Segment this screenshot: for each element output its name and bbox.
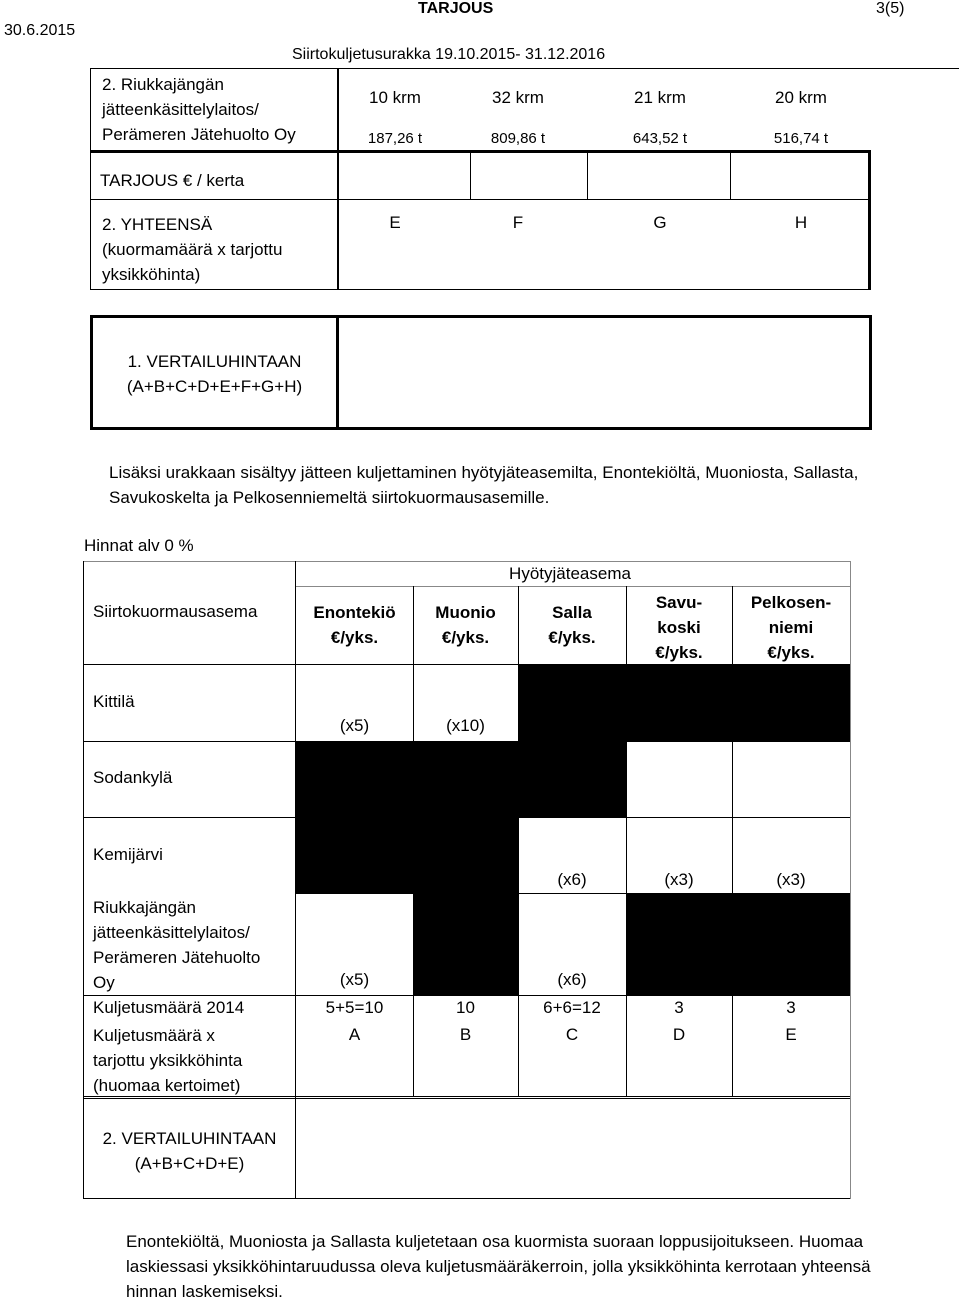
transport-count-value: 10 (456, 998, 475, 1017)
offer-per-trip-label: TARJOUS € / kerta (100, 171, 245, 190)
letter-h: H (794, 213, 808, 232)
multiplier: (x10) (446, 716, 485, 735)
tonnage-3: 643,52 t (632, 130, 688, 147)
first-column-header: Siirtokuormausasema (93, 602, 258, 621)
distance-3: 21 krm (634, 88, 686, 107)
row-label-kemijarvi: Kemijärvi (93, 845, 163, 864)
document-title: TARJOUS (418, 0, 494, 17)
tonnage-1: 187,26 t (367, 130, 423, 147)
multiplier: (x3) (664, 870, 694, 889)
row-label-kittila: Kittilä (93, 692, 135, 711)
tonnage-4: 516,74 t (773, 130, 829, 147)
row-label-sodankyla: Sodankylä (93, 768, 173, 787)
transport-count-label: Kuljetusmäärä 2014 (93, 998, 245, 1017)
letter-g: G (653, 213, 667, 232)
comparison-1-formula: (A+B+C+D+E+F+G+H) (126, 377, 303, 396)
contract-period: Siirtokuljetusurakka 19.10.2015- 31.12.2016 (292, 46, 606, 63)
col-header-pelkosenniemi: Pelkosen- niemi €/yks. (750, 593, 832, 662)
distance-1: 10 krm (369, 88, 421, 107)
comparison-2-formula: (A+B+C+D+E) (134, 1154, 245, 1173)
transport-count-value: 3 (786, 998, 796, 1017)
letter-e: E (785, 1025, 797, 1044)
col-header-enontekio: Enontekiö €/yks. (313, 603, 396, 647)
letter-f: F (512, 213, 524, 232)
letter-a: A (348, 1025, 361, 1044)
paragraph-final-disposal: Enontekiöltä, Muoniosta ja Sallasta kuljetetaan osa kuormista suoraan loppusijoitukseen. Huomaa laskiessasi yksikköhintaruudussa oleva kuljetusmääräkerroin, jolla yksikköhinta kerrotaan yhteensä hinnan laskemiseksi. (126, 1232, 871, 1301)
price-note: Hinnat alv 0 % (84, 536, 194, 555)
comparison-2-input[interactable] (298, 1101, 848, 1196)
comparison-1-input[interactable] (342, 320, 866, 425)
col-header-savukoski: Savu- koski €/yks. (655, 593, 703, 662)
comparison-1-title: 1. VERTAILUHINTAAN (127, 352, 302, 371)
multiplier: (x5) (339, 716, 370, 735)
page-number: 3(5) (876, 0, 905, 17)
distance-4: 20 krm (775, 88, 827, 107)
col-header-muonio: Muonio €/yks. (435, 603, 496, 647)
row-label-riukkajangan: Riukkajängän jätteenkäsittelylaitos/ Perämeren Jätehuolto Oy (93, 898, 261, 992)
multiplier: (x3) (776, 870, 806, 889)
transport-count-value: 5+5=10 (325, 998, 384, 1017)
letter-d: D (672, 1025, 686, 1044)
header-date: 30.6.2015 (4, 22, 76, 39)
col-header-salla: Salla €/yks. (548, 603, 596, 647)
multiplier: (x6) (557, 870, 587, 889)
multiplier: (x6) (557, 970, 587, 989)
letter-c: C (565, 1025, 579, 1044)
group-header: Hyötyjäteasema (509, 564, 631, 583)
total-label: 2. YHTEENSÄ (kuormamäärä x tarjottu yksikköhinta) (102, 215, 283, 284)
comparison-2-title: 2. VERTAILUHINTAAN (102, 1129, 277, 1148)
letter-e: E (389, 213, 401, 232)
letter-b: B (459, 1025, 472, 1044)
multiplier: (x5) (339, 970, 370, 989)
site-label: 2. Riukkajängän jätteenkäsittelylaitos/ Perämeren Jätehuolto Oy (102, 75, 296, 144)
paragraph-additional-transport: Lisäksi urakkaan sisältyy jätteen kuljettaminen hyötyjäteasemilta, Enontekiöltä, Muoniosta, Sallasta, Savukoskelta ja Pelkosenniemeltä siirtokuormausasemille. (109, 463, 859, 507)
tonnage-2: 809,86 t (490, 130, 546, 147)
transport-count-value: 3 (674, 998, 684, 1017)
multiplied-label: Kuljetusmäärä x tarjottu yksikköhinta (huomaa kertoimet) (93, 1026, 243, 1095)
transport-count-value: 6+6=12 (543, 998, 601, 1017)
comparison-2-label (84, 1126, 295, 1176)
distance-2: 32 krm (492, 88, 544, 107)
